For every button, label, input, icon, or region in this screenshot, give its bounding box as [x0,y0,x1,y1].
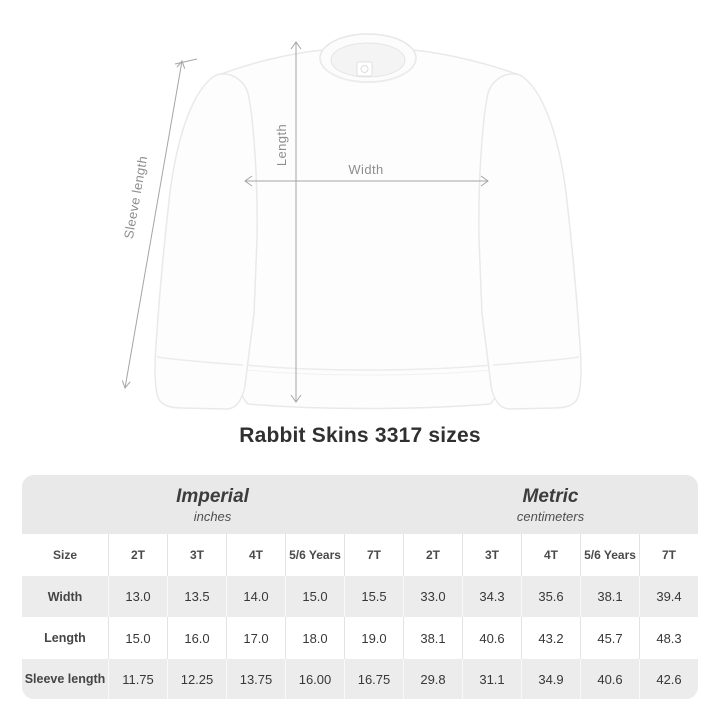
column-header: 3T [167,534,226,576]
metric-unit: centimeters [516,508,585,524]
value-cell: 15.0 [108,617,167,659]
value-cell: 38.1 [580,576,639,617]
width-dimension-label: Width [348,162,384,177]
value-cell: 48.3 [639,617,698,659]
size-column-header: Size [22,534,108,576]
row-label-width: Width [22,576,108,617]
value-cell: 35.6 [521,576,580,617]
page-title: Rabbit Skins 3317 sizes [239,424,481,447]
size-table [22,475,698,699]
column-header: 7T [639,534,698,576]
value-cell: 13.5 [167,576,226,617]
sleeve-length-dimension-label: Sleeve length [120,154,151,240]
value-cell: 38.1 [403,617,462,659]
care-label [357,62,372,76]
column-header: 4T [226,534,285,576]
imperial-unit-band [22,475,403,534]
value-cell: 14.0 [226,576,285,617]
value-cell: 18.0 [285,617,344,659]
value-cell: 13.0 [108,576,167,617]
value-cell: 34.3 [462,576,521,617]
metric-unit-band [403,475,698,534]
metric-label: Metric [522,485,579,507]
sweatshirt-illustration [155,34,581,409]
column-header: 2T [403,534,462,576]
value-cell: 33.0 [403,576,462,617]
column-header: 5/6 Years [580,534,639,576]
value-cell: 42.6 [639,659,698,699]
value-cell: 31.1 [462,659,521,699]
value-cell: 16.0 [167,617,226,659]
value-cell: 17.0 [226,617,285,659]
column-header: 7T [344,534,403,576]
column-header: 5/6 Years [285,534,344,576]
column-header: 2T [108,534,167,576]
value-cell: 13.75 [226,659,285,699]
value-cell: 19.0 [344,617,403,659]
value-cell: 15.5 [344,576,403,617]
value-cell: 39.4 [639,576,698,617]
imperial-label: Imperial [176,485,249,507]
column-header: 3T [462,534,521,576]
row-label-length: Length [22,617,108,659]
length-dimension-label: Length [274,123,289,167]
value-cell: 12.25 [167,659,226,699]
value-cell: 45.7 [580,617,639,659]
value-cell: 40.6 [462,617,521,659]
value-cell: 29.8 [403,659,462,699]
value-cell: 43.2 [521,617,580,659]
value-cell: 16.00 [285,659,344,699]
value-cell: 34.9 [521,659,580,699]
value-cell: 16.75 [344,659,403,699]
value-cell: 11.75 [108,659,167,699]
value-cell: 40.6 [580,659,639,699]
value-cell: 15.0 [285,576,344,617]
column-header: 4T [521,534,580,576]
imperial-unit: inches [193,508,232,524]
row-label-sleeve-length: Sleeve length [22,659,108,699]
